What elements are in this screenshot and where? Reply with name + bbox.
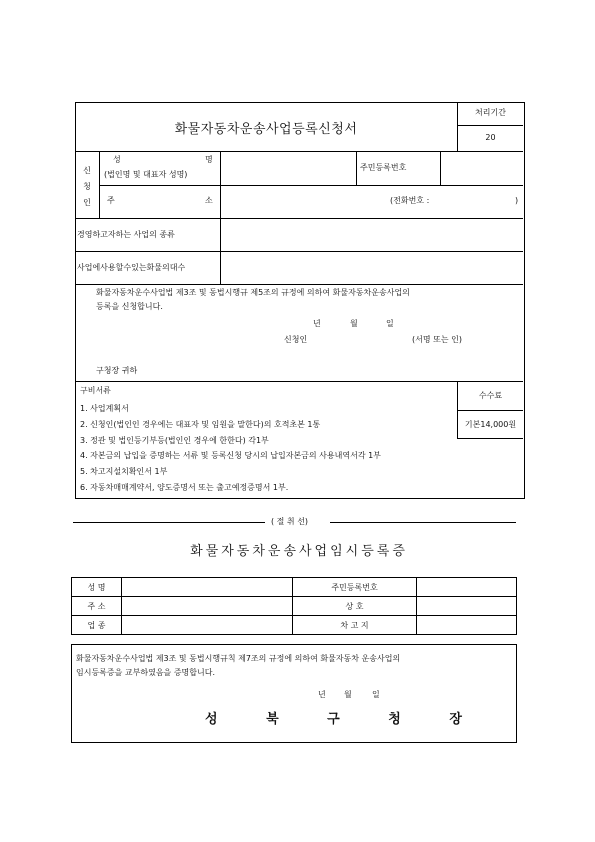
cert-body-line-1: 화물자동차운수사업법 제3조 및 동법시행규칙 제7조의 규정에 의하여 화물자동차 운송사업의: [76, 654, 401, 663]
cert-resident-no-field[interactable]: [417, 578, 517, 597]
name-label-b: 명: [205, 155, 213, 164]
addressee: 구청장 귀하: [96, 366, 138, 375]
address-field[interactable]: [221, 186, 381, 217]
applicant-side-label: [80, 163, 94, 211]
doc-item: 6. 자동차매매계약서, 양도증명서 또는 출고예정증명서 1부.: [80, 483, 289, 492]
cert-garage-field[interactable]: [417, 616, 517, 635]
docs-title: 구비서류: [80, 386, 111, 395]
name-label-a: 성: [113, 155, 121, 164]
resident-no-field[interactable]: [441, 152, 522, 185]
vehicle-count-label: 사업에사용할수있는화물의대수: [77, 263, 186, 272]
phone-field[interactable]: [445, 189, 510, 213]
applicant-side-text: 신청인: [83, 166, 91, 207]
cert-issuer: 성 북 구 청 장: [205, 712, 484, 727]
cert-business-field[interactable]: [122, 616, 293, 635]
doc-item: 1. 사업계획서: [80, 404, 129, 413]
phone-label: (전화번호 :: [390, 196, 430, 205]
body-line-1: 화물자동차운수사업법 제3조 및 동법시행규 제5조의 규정에 의하여 화물자동차운송사업의: [96, 288, 410, 297]
fee-label: 수수료: [478, 391, 503, 400]
name-value-field[interactable]: [221, 152, 355, 185]
address-label-a: 주: [107, 196, 115, 205]
cut-line-left: [73, 522, 265, 523]
fee-divider: [457, 410, 523, 411]
business-type-label: 경영하고자하는 사업의 종류: [77, 230, 175, 239]
name-sub-label: (법인명 및 대표자 성명): [104, 170, 188, 179]
doc-item: 2. 신청인(법인인 경우에는 대표자 및 임원을 말한다)의 호적초본 1통: [80, 420, 321, 429]
certificate-title: 화물자동차운송사업임시등록증: [190, 544, 408, 559]
resident-no-label: 주민등록번호: [360, 163, 407, 172]
date-year: 년: [313, 319, 321, 328]
cert-date-month: 월: [344, 690, 352, 699]
cert-date-day: 일: [372, 690, 380, 699]
business-type-field[interactable]: [221, 219, 522, 250]
cert-trade-name-label: 상 호: [293, 597, 417, 616]
doc-item: 3. 정관 및 법인등기부등(법인인 경우에 한한다) 각1부: [80, 436, 269, 445]
cut-line-right: [330, 522, 516, 523]
application-title: 화물자동차운송사업등록신청서: [174, 122, 358, 137]
cut-line-label: ( 절 취 선): [271, 517, 309, 526]
sign-note: (서명 또는 인): [412, 335, 462, 344]
cert-business-label: 업 종: [72, 616, 122, 635]
vehicle-count-field[interactable]: [221, 252, 522, 283]
cert-address-field[interactable]: [122, 597, 293, 616]
cert-garage-label: 차 고 지: [293, 616, 417, 635]
cert-body-line-2: 임시등록증을 교부하였음을 증명합니다.: [76, 668, 216, 677]
fee-value: 기본14,000원: [464, 420, 517, 429]
processing-period-value: 20: [485, 133, 496, 142]
cert-resident-no-label: 주민등록번호: [293, 578, 417, 597]
cert-address-label: 주 소: [72, 597, 122, 616]
phone-close: ): [515, 196, 519, 205]
doc-item: 5. 차고지설치확인서 1부: [80, 467, 168, 476]
cert-trade-name-field[interactable]: [417, 597, 517, 616]
processing-period-divider: [457, 125, 523, 126]
body-line-2: 등록을 신청합니다.: [96, 302, 163, 311]
cert-name-label: 성 명: [72, 578, 122, 597]
date-day: 일: [386, 319, 394, 328]
cert-date-year: 년: [318, 690, 326, 699]
doc-item: 4. 자본금의 납입을 증명하는 서류 및 등록신청 당시의 납입자본금의 사용내역서각 1부: [80, 451, 381, 460]
certificate-table: [71, 577, 517, 635]
applicant-sign-label: 신청인: [284, 335, 308, 344]
address-label-b: 소: [205, 196, 213, 205]
signature-field[interactable]: [320, 330, 405, 348]
rule: [76, 381, 523, 382]
cert-name-field[interactable]: [122, 578, 293, 597]
rule: [76, 284, 523, 285]
date-month: 월: [350, 319, 358, 328]
rule: [356, 151, 357, 185]
processing-period-label: 처리기간: [475, 108, 506, 117]
fee-bottom: [457, 438, 523, 439]
